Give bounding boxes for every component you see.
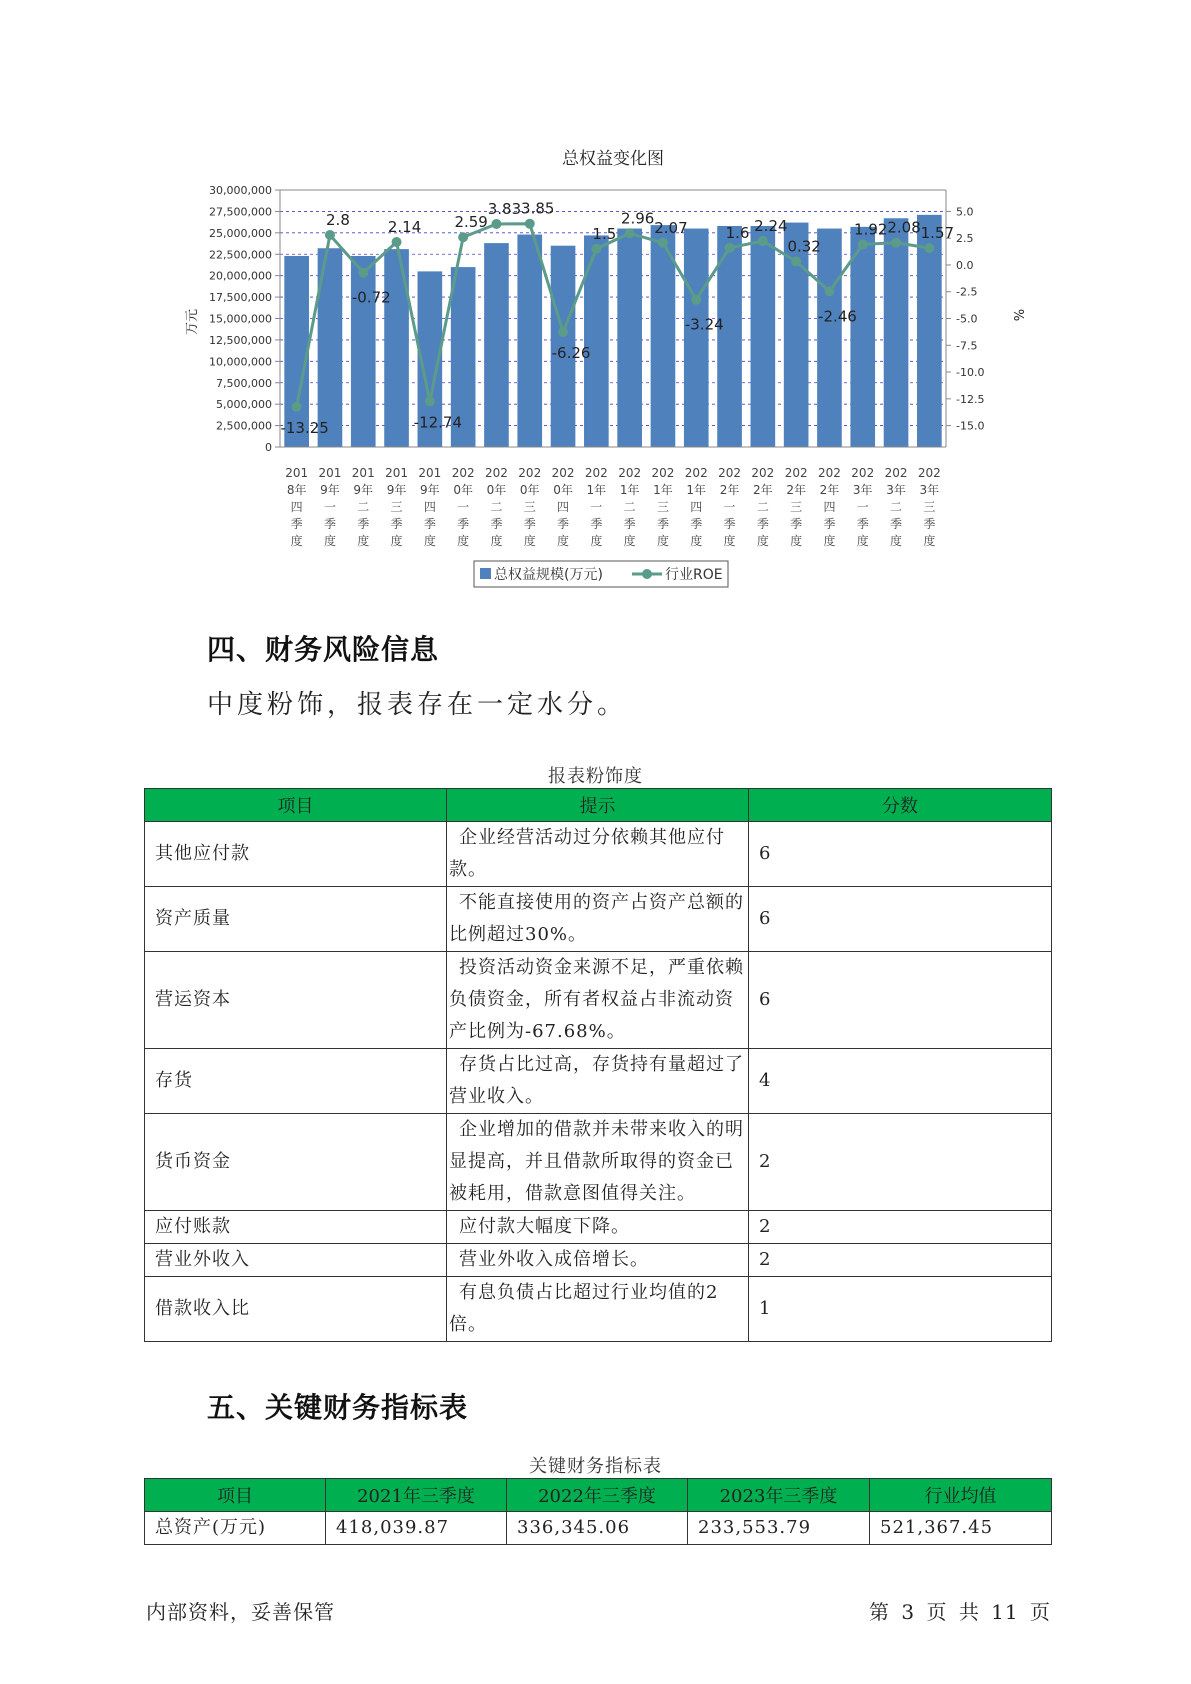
roe-point [658, 238, 668, 248]
risk-hint: 投资活动资金来源不足，严重依赖负债资金，所有者权益占非流动资产比例为-67.68%。 [447, 952, 749, 1049]
roe-data-label: 2.08 [887, 218, 921, 237]
roe-point [458, 232, 468, 242]
risk-item: 营业外收入 [145, 1244, 447, 1277]
category-label: 0年 [453, 483, 473, 497]
category-label: 202 [817, 466, 841, 480]
category-label: 0年 [486, 483, 507, 497]
roe-data-label: 0.32 [787, 237, 821, 256]
category-label: 季 [623, 517, 636, 531]
section5-heading: 五、关键财务指标表 [207, 1391, 469, 1424]
category-label: 二 [890, 500, 903, 514]
category-label: 季 [756, 517, 769, 531]
key-col-header: 2022年三季度 [507, 1479, 688, 1512]
roe-data-label: 1.92 [854, 220, 888, 239]
category-label: 季 [423, 517, 436, 531]
category-label: 度 [856, 534, 869, 548]
category-label: 季 [357, 517, 370, 531]
bar [351, 256, 376, 447]
key-value: 336,345.06 [507, 1512, 688, 1545]
category-label: 度 [590, 534, 603, 548]
category-label: 四 [690, 500, 703, 514]
category-label: 四 [290, 500, 303, 514]
bar [684, 229, 709, 447]
roe-data-label: -2.46 [818, 307, 857, 326]
section4-paragraph: 中度粉饰，报表存在一定水分。 [207, 690, 628, 720]
category-label: 1年 [686, 483, 707, 497]
bar [751, 226, 776, 447]
category-label: 1年 [619, 483, 640, 497]
right-tick-label: -12.5 [956, 392, 985, 406]
category-label: 202 [651, 466, 675, 480]
category-label: 度 [656, 534, 669, 548]
key-table-header-row [145, 1479, 1052, 1512]
roe-point [924, 243, 934, 253]
risk-score: 2 [749, 1244, 1052, 1277]
category-label: 0年 [519, 483, 540, 497]
category-label: 202 [751, 466, 775, 480]
category-label: 9年 [420, 483, 440, 497]
risk-hint: 存货占比过高，存货持有量超过了营业收入。 [447, 1049, 749, 1114]
category-label: 度 [790, 534, 803, 548]
right-tick-label: 2.5 [956, 232, 974, 246]
category-label: 一 [323, 500, 336, 514]
category-label: 三 [923, 500, 936, 514]
right-tick-label: -7.5 [956, 339, 978, 353]
category-label: 二 [623, 500, 636, 514]
left-tick-label: 25,000,000 [209, 226, 272, 240]
category-label: 202 [584, 466, 608, 480]
risk-hint: 企业经营活动过分依赖其他应付款。 [447, 822, 749, 887]
category-label: 季 [690, 517, 703, 531]
key-col-header: 行业均值 [870, 1479, 1052, 1512]
category-label: 二 [756, 500, 769, 514]
category-label: 202 [851, 466, 875, 480]
category-label: 度 [756, 534, 769, 548]
roe-point [525, 219, 535, 229]
risk-score: 1 [749, 1277, 1052, 1342]
category-label: 202 [684, 466, 708, 480]
category-label: 2年 [719, 483, 740, 497]
category-label: 度 [923, 534, 936, 548]
footer-confidential: 内部资料，妥善保管 [146, 1600, 335, 1624]
category-label: 季 [390, 517, 403, 531]
category-label: 季 [290, 517, 303, 531]
category-label: 度 [357, 534, 370, 548]
risk-hint: 企业增加的借款并未带来收入的明显提高，并且借款所取得的资金已被耗用，借款意图值得关注。 [447, 1114, 749, 1211]
left-tick-label: 30,000,000 [209, 184, 272, 197]
category-label: 季 [890, 517, 903, 531]
category-label: 季 [523, 517, 536, 531]
risk-item: 其他应付款 [145, 822, 447, 887]
category-label: 一 [590, 500, 603, 514]
left-tick-label: 15,000,000 [209, 312, 272, 326]
category-label: 2年 [819, 483, 840, 497]
key-indicator-table [144, 1478, 1052, 1545]
roe-data-label: 1.6 [725, 223, 750, 242]
table-row [145, 1211, 1052, 1244]
legend-bar-swatch [480, 568, 491, 579]
category-label: 9年 [353, 483, 374, 497]
category-label: 季 [557, 517, 570, 531]
right-tick-label: -10.0 [956, 366, 985, 380]
roe-data-label: 2.96 [620, 209, 655, 228]
category-label: 三 [656, 500, 669, 514]
category-label: 3年 [919, 483, 940, 497]
key-col-header: 2021年三季度 [326, 1479, 507, 1512]
category-label: 季 [490, 517, 503, 531]
roe-data-label: 2.24 [754, 216, 788, 235]
category-label: 二 [490, 500, 503, 514]
category-label: 三 [523, 500, 536, 514]
category-label: 度 [523, 534, 536, 548]
category-label: 度 [623, 534, 636, 548]
category-label: 季 [856, 517, 869, 531]
roe-point [691, 295, 701, 305]
roe-point [558, 327, 568, 337]
key-table-caption: 关键财务指标表 [529, 1456, 662, 1477]
category-label: 202 [917, 466, 941, 480]
left-tick-label: 20,000,000 [209, 269, 272, 283]
category-label: 度 [557, 534, 570, 548]
bar [884, 218, 909, 447]
equity-chart [0, 0, 1191, 600]
category-label: 1年 [586, 483, 607, 497]
category-label: 季 [723, 517, 736, 531]
category-label: 9年 [320, 483, 340, 497]
risk-hint: 有息负债占比超过行业均值的2倍。 [447, 1277, 749, 1342]
category-label: 度 [723, 534, 736, 548]
legend-line-label: 行业ROE [665, 567, 723, 583]
roe-data-label: 1.5 [592, 224, 617, 243]
category-label: 度 [823, 534, 836, 548]
table-row [145, 952, 1052, 1049]
chart-y2-label: % [1010, 308, 1025, 322]
right-tick-label: -5.0 [956, 312, 978, 326]
table-row [145, 1114, 1052, 1211]
roe-data-label: 2.59 [454, 213, 488, 232]
chart-bars [284, 215, 941, 447]
risk-score: 4 [749, 1049, 1052, 1114]
left-tick-label: 27,500,000 [209, 205, 272, 219]
section4-heading: 四、财务风险信息 [207, 633, 440, 666]
risk-hint: 应付款大幅度下降。 [447, 1211, 749, 1244]
roe-data-label: -0.72 [351, 288, 391, 307]
category-label: 季 [590, 517, 603, 531]
category-label: 8年 [286, 483, 307, 497]
table-row [145, 1277, 1052, 1342]
roe-point [858, 239, 868, 249]
roe-point [791, 257, 801, 267]
right-tick-label: 5.0 [956, 205, 974, 219]
category-label: 一 [723, 500, 736, 514]
category-label: 度 [490, 534, 503, 548]
key-item: 总资产(万元) [145, 1512, 326, 1545]
roe-point [725, 243, 735, 253]
risk-table [144, 788, 1052, 1342]
roe-point [625, 228, 635, 238]
category-label: 202 [551, 466, 575, 480]
chart-y-label: 万元 [185, 308, 200, 336]
category-label: 201 [418, 466, 442, 480]
right-tick-label: -2.5 [956, 285, 978, 299]
table-row [145, 887, 1052, 952]
risk-item: 营运资本 [145, 952, 447, 1049]
left-tick-label: 17,500,000 [209, 291, 272, 305]
left-tick-label: 2,500,000 [216, 419, 272, 433]
category-label: 202 [518, 466, 542, 480]
category-label: 202 [718, 466, 742, 480]
category-label: 3年 [886, 483, 906, 497]
key-col-header: 2023年三季度 [688, 1479, 870, 1512]
legend-line-marker [642, 569, 652, 579]
bar [817, 229, 842, 447]
risk-item: 资产质量 [145, 887, 447, 952]
category-label: 3年 [852, 483, 873, 497]
risk-item: 存货 [145, 1049, 447, 1114]
category-label: 201 [351, 466, 375, 480]
roe-data-label: 1.57 [920, 224, 955, 243]
category-label: 度 [423, 534, 436, 548]
key-col-header: 项目 [145, 1479, 326, 1512]
category-label: 度 [690, 534, 703, 548]
category-label: 四 [823, 500, 836, 514]
category-label: 1年 [653, 483, 673, 497]
category-label: 202 [784, 466, 808, 480]
risk-col-header: 提示 [447, 789, 749, 822]
roe-point [358, 268, 368, 278]
table-row [145, 1244, 1052, 1277]
footer-page-number: 第 3 页 共 11 页 [869, 1600, 1051, 1624]
roe-point [292, 402, 302, 412]
risk-table-caption: 报表粉饰度 [548, 766, 643, 787]
category-label: 0年 [553, 483, 573, 497]
bar [850, 227, 875, 447]
roe-point [392, 237, 402, 247]
risk-hint: 不能直接使用的资产占资产总额的比例超过30%。 [447, 887, 749, 952]
key-value: 233,553.79 [688, 1512, 870, 1545]
category-label: 度 [390, 534, 403, 548]
key-value: 521,367.45 [870, 1512, 1052, 1545]
right-tick-label: -15.0 [956, 419, 985, 433]
category-label: 季 [323, 517, 336, 531]
risk-score: 6 [749, 822, 1052, 887]
left-tick-label: 7,500,000 [216, 376, 272, 390]
category-label: 季 [923, 517, 936, 531]
chart-legend [474, 561, 728, 587]
table-row [145, 1512, 1052, 1545]
category-label: 三 [790, 500, 803, 514]
roe-point [891, 238, 901, 248]
roe-data-label: -13.25 [280, 418, 329, 437]
risk-table-header-row [145, 789, 1052, 822]
roe-data-label: 3.83 [487, 199, 522, 218]
table-row [145, 1049, 1052, 1114]
risk-col-header: 项目 [145, 789, 447, 822]
category-label: 季 [457, 517, 470, 531]
category-label: 一 [457, 500, 470, 514]
category-label: 季 [790, 517, 803, 531]
roe-data-label: 2.8 [326, 210, 350, 229]
chart-x-labels [285, 466, 941, 548]
right-tick-label: 0.0 [956, 258, 974, 272]
category-label: 9年 [386, 483, 407, 497]
category-label: 202 [451, 466, 475, 480]
roe-data-label: 2.14 [387, 218, 422, 237]
category-label: 201 [285, 466, 309, 480]
category-label: 三 [390, 500, 403, 514]
category-label: 季 [656, 517, 669, 531]
category-label: 201 [318, 466, 342, 480]
category-label: 202 [618, 466, 642, 480]
risk-item: 借款收入比 [145, 1277, 447, 1342]
roe-data-label: -6.26 [551, 343, 591, 362]
roe-data-label: -3.24 [684, 315, 724, 334]
bar [517, 235, 542, 447]
roe-point [591, 244, 601, 254]
roe-point [824, 286, 834, 296]
left-tick-label: 0 [265, 441, 272, 454]
bar [484, 243, 509, 447]
category-label: 2年 [786, 483, 806, 497]
category-label: 度 [890, 534, 903, 548]
roe-data-label: 2.07 [654, 218, 688, 237]
category-label: 季 [823, 517, 836, 531]
category-label: 四 [423, 500, 436, 514]
left-tick-label: 10,000,000 [209, 355, 272, 369]
category-label: 度 [457, 534, 470, 548]
risk-item: 应付账款 [145, 1211, 447, 1244]
risk-hint: 营业外收入成倍增长。 [447, 1244, 749, 1277]
bar [617, 229, 642, 447]
category-label: 201 [385, 466, 409, 480]
left-tick-label: 5,000,000 [216, 398, 272, 412]
left-tick-label: 12,500,000 [209, 333, 272, 347]
risk-score: 6 [749, 952, 1052, 1049]
category-label: 度 [323, 534, 336, 548]
roe-data-label: -12.74 [413, 413, 463, 432]
legend-bar-label: 总权益规模(万元) [494, 567, 603, 583]
roe-point [758, 236, 768, 246]
left-tick-label: 22,500,000 [209, 248, 272, 262]
roe-point [325, 230, 335, 240]
category-label: 二 [357, 500, 370, 514]
category-label: 度 [290, 534, 303, 548]
equity-chart-svg [0, 0, 1191, 600]
category-label: 202 [484, 466, 508, 480]
chart-title: 总权益变化图 [562, 149, 664, 169]
risk-score: 6 [749, 887, 1052, 952]
risk-col-header: 分数 [749, 789, 1052, 822]
category-label: 2年 [753, 483, 773, 497]
key-value: 418,039.87 [326, 1512, 507, 1545]
table-row [145, 822, 1052, 887]
risk-score: 2 [749, 1114, 1052, 1211]
roe-point [425, 396, 435, 406]
category-label: 一 [856, 500, 869, 514]
category-label: 四 [557, 500, 570, 514]
roe-point [491, 219, 501, 229]
roe-data-label: 3.85 [521, 199, 555, 218]
category-label: 202 [884, 466, 908, 480]
risk-score: 2 [749, 1211, 1052, 1244]
risk-item: 货币资金 [145, 1114, 447, 1211]
